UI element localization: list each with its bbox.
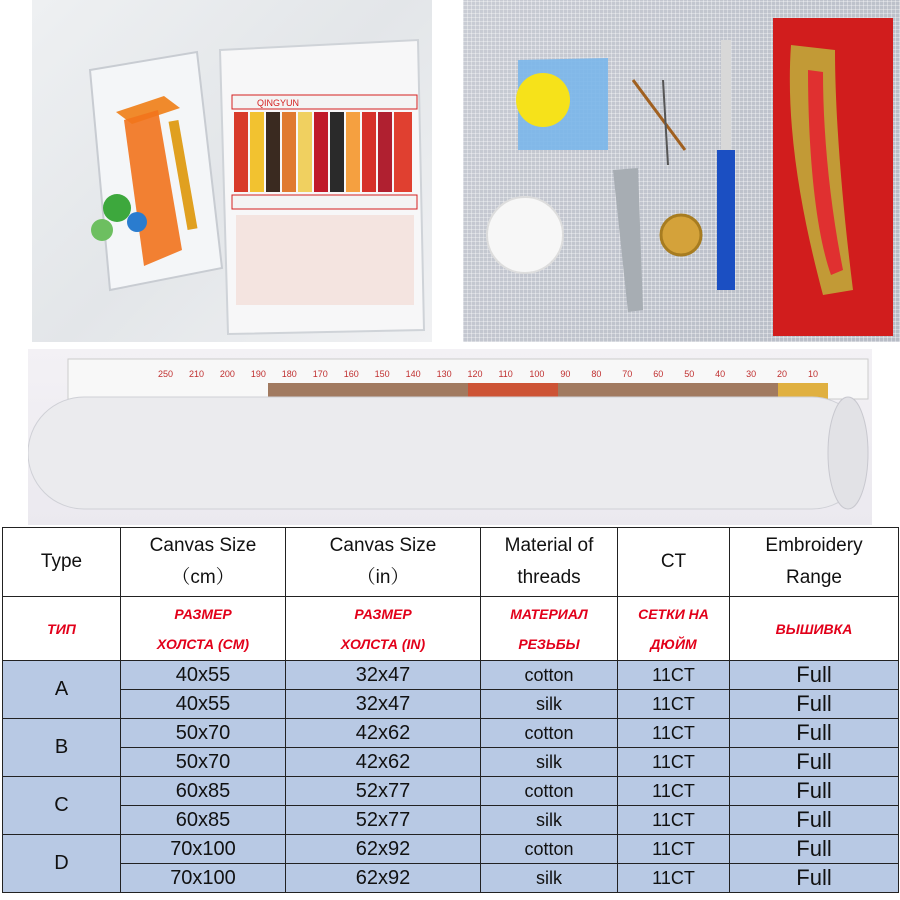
range-cell: Full xyxy=(730,719,899,748)
size-in-cell: 62x92 xyxy=(286,835,481,864)
ct-cell: 11CT xyxy=(618,864,730,893)
material-cell: cotton xyxy=(481,719,618,748)
header-ru-size-cm: РАЗМЕР ХОЛСТА (CM) xyxy=(121,597,286,661)
ruler-number: 30 xyxy=(746,369,757,379)
size-in-cell: 42x62 xyxy=(286,719,481,748)
header-ru-size-in: РАЗМЕР ХОЛСТА (IN) xyxy=(286,597,481,661)
header-ru-ct: СЕТКИ НА ДЮЙМ xyxy=(618,597,730,661)
type-cell: A xyxy=(3,661,121,719)
ruler-number: 200 xyxy=(219,369,235,379)
range-cell: Full xyxy=(730,864,899,893)
size-table-wrapper xyxy=(2,527,898,893)
needle-threader-metal xyxy=(613,168,643,312)
size-cm-cell: 50x70 xyxy=(121,748,286,777)
type-cell: B xyxy=(3,719,121,777)
header-size-in: Canvas Size （in） xyxy=(286,528,481,597)
ruler-number: 20 xyxy=(777,369,788,379)
ct-cell: 11CT xyxy=(618,748,730,777)
size-cm-cell: 40x55 xyxy=(121,690,286,719)
ruler-number: 80 xyxy=(591,369,602,379)
table-row xyxy=(3,719,899,748)
ruler-number: 190 xyxy=(250,369,266,379)
header-ct: CT xyxy=(618,528,730,597)
material-cell: cotton xyxy=(481,661,618,690)
table-row xyxy=(3,864,899,893)
material-cell: silk xyxy=(481,748,618,777)
ct-cell: 11CT xyxy=(618,719,730,748)
size-in-cell: 62x92 xyxy=(286,864,481,893)
header-type: Type xyxy=(3,528,121,597)
size-cm-cell: 70x100 xyxy=(121,864,286,893)
ruler-number: 210 xyxy=(188,369,204,379)
tool-kit-illustration xyxy=(463,0,900,342)
ct-cell: 11CT xyxy=(618,690,730,719)
header-row-en xyxy=(3,528,899,597)
header-range: Embroidery Range xyxy=(730,528,899,597)
size-in-cell: 42x62 xyxy=(286,748,481,777)
size-cm-cell: 60x85 xyxy=(121,806,286,835)
range-cell: Full xyxy=(730,748,899,777)
ruler-number: 60 xyxy=(653,369,664,379)
needle xyxy=(633,80,685,150)
table-row xyxy=(3,806,899,835)
ct-cell: 11CT xyxy=(618,777,730,806)
bundle-brand-text: QINGYUN xyxy=(257,98,300,108)
ruler-number: 10 xyxy=(808,369,819,379)
rolled-canvas-illustration xyxy=(28,349,872,525)
ruler-number: 90 xyxy=(560,369,571,379)
ruler-number: 170 xyxy=(312,369,328,379)
accessory-bags-photo xyxy=(32,0,432,342)
bundle-label-bottom xyxy=(232,195,417,209)
rolled-canvas-photo xyxy=(28,349,872,525)
canvas-roll xyxy=(28,397,868,509)
size-table xyxy=(2,527,899,893)
table-row xyxy=(3,661,899,690)
blue-bobbin xyxy=(127,212,147,232)
ruler-number: 180 xyxy=(281,369,297,379)
range-cell: Full xyxy=(730,690,899,719)
ruler-number: 40 xyxy=(715,369,726,379)
table-row xyxy=(3,748,899,777)
ruler-number: 120 xyxy=(467,369,483,379)
ruler-number: 110 xyxy=(498,369,513,379)
size-in-cell: 32x47 xyxy=(286,690,481,719)
range-cell: Full xyxy=(730,661,899,690)
table-row xyxy=(3,835,899,864)
table-row xyxy=(3,690,899,719)
header-row-ru xyxy=(3,597,899,661)
material-cell: silk xyxy=(481,690,618,719)
seam-ripper-blade xyxy=(721,40,731,150)
range-cell: Full xyxy=(730,777,899,806)
header-ru-type: ТИП xyxy=(3,597,121,661)
size-cm-cell: 50x70 xyxy=(121,719,286,748)
type-cell: D xyxy=(3,835,121,893)
ruler-number: 130 xyxy=(436,369,452,379)
yellow-pompom xyxy=(516,73,570,127)
range-cell: Full xyxy=(730,806,899,835)
header-material: Material of threads xyxy=(481,528,618,597)
white-thread-roll xyxy=(487,197,563,273)
green-bobbin xyxy=(103,194,131,222)
blue-seam-ripper-handle xyxy=(717,150,735,290)
bundle-lower-skeins xyxy=(236,215,414,305)
material-cell: cotton xyxy=(481,835,618,864)
type-cell: C xyxy=(3,777,121,835)
ct-cell: 11CT xyxy=(618,806,730,835)
range-cell: Full xyxy=(730,835,899,864)
ct-cell: 11CT xyxy=(618,835,730,864)
tool-kit-photo xyxy=(463,0,900,342)
header-size-cm: Canvas Size （cm） xyxy=(121,528,286,597)
green-needle-threader xyxy=(91,219,113,241)
accessory-bags-illustration xyxy=(32,0,432,342)
header-ru-material: МАТЕРИАЛ РЕЗЬБЫ xyxy=(481,597,618,661)
ruler-number: 50 xyxy=(684,369,695,379)
size-cm-cell: 40x55 xyxy=(121,661,286,690)
ruler-number: 140 xyxy=(405,369,421,379)
thread-skeins xyxy=(234,112,412,192)
size-cm-cell: 70x100 xyxy=(121,835,286,864)
ruler-number: 70 xyxy=(622,369,633,379)
material-cell: cotton xyxy=(481,777,618,806)
ruler-number: 160 xyxy=(343,369,359,379)
size-in-cell: 32x47 xyxy=(286,661,481,690)
material-cell: silk xyxy=(481,806,618,835)
material-cell: silk xyxy=(481,864,618,893)
ruler-number: 150 xyxy=(374,369,390,379)
gold-thimble xyxy=(661,215,701,255)
size-in-cell: 52x77 xyxy=(286,806,481,835)
canvas-roll-end xyxy=(828,397,868,509)
ruler-number: 250 xyxy=(158,369,174,379)
ruler-number: 100 xyxy=(529,369,545,379)
ct-cell: 11CT xyxy=(618,661,730,690)
table-row xyxy=(3,777,899,806)
size-in-cell: 52x77 xyxy=(286,777,481,806)
size-cm-cell: 60x85 xyxy=(121,777,286,806)
header-ru-range: ВЫШИВКА xyxy=(730,597,899,661)
